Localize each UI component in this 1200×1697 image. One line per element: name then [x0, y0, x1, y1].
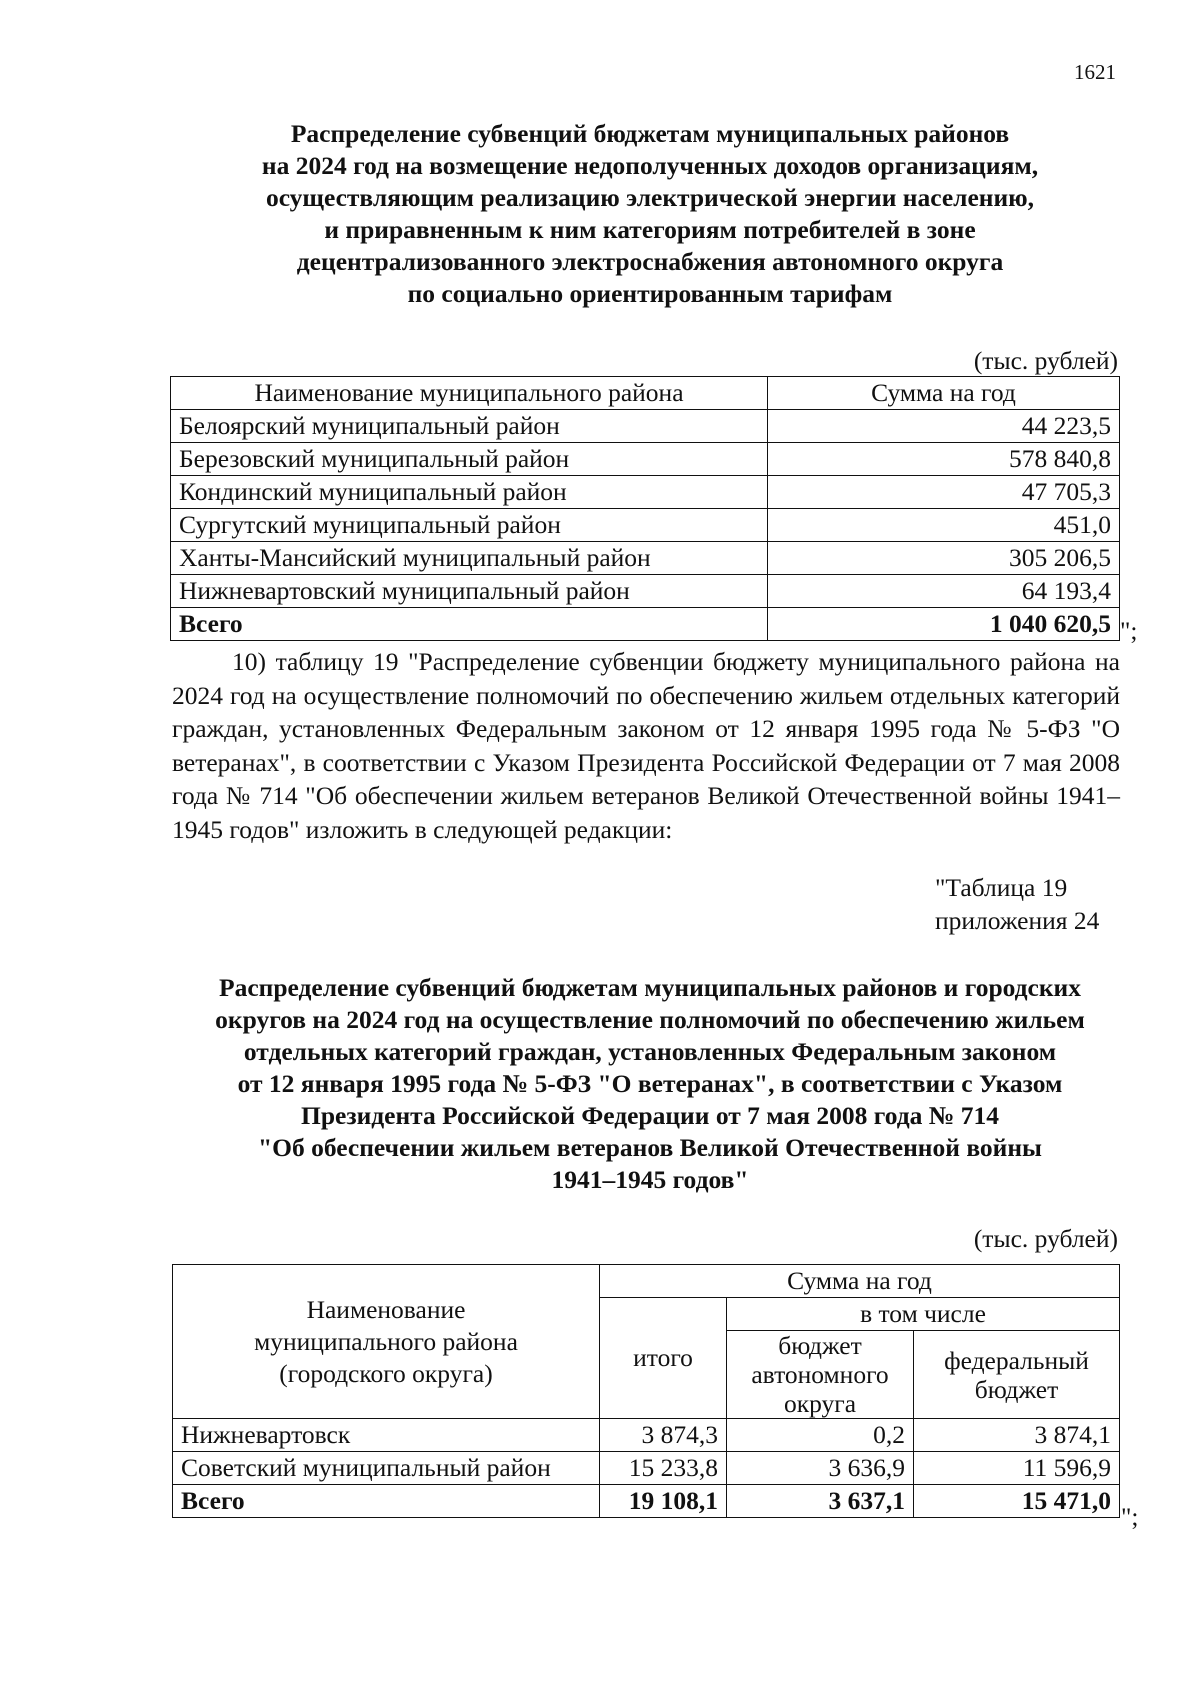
row-sum: 451,0 — [768, 509, 1120, 542]
header-ao-line: бюджет — [778, 1331, 862, 1360]
header-ao-budget — [727, 1331, 914, 1419]
row-sum: 305 206,5 — [768, 542, 1120, 575]
title-line: Распределение субвенций бюджетам муниципальных районов — [290, 119, 1010, 148]
table-row — [171, 575, 1120, 608]
title-line: Президента Российской Федерации от 7 мая 2008 года № 714 — [300, 1101, 999, 1130]
table19-title — [150, 972, 1150, 1196]
header-federal-budget — [914, 1331, 1120, 1419]
row-sum: 47 705,3 — [768, 476, 1120, 509]
header-sum: Сумма на год — [600, 1265, 1120, 1298]
row-fed: 3 874,1 — [914, 1419, 1120, 1452]
title-line: и приравненным к ним категориям потребителей в зоне — [324, 215, 976, 244]
row-name: Ханты-Мансийский муниципальный район — [171, 542, 768, 575]
title-line: "Об обеспечении жильем ветеранов Великой Отечественной войны — [258, 1133, 1042, 1162]
table-row — [171, 542, 1120, 575]
title-line: по социально ориентированным тарифам — [407, 279, 893, 308]
table18-unit: (тыс. рублей) — [973, 346, 1118, 375]
table19 — [172, 1264, 1120, 1518]
header-sum: Сумма на год — [768, 377, 1120, 410]
table-total-row — [171, 608, 1120, 641]
title-line: от 12 января 1995 года № 5-ФЗ "О ветеранах", в соответствии с Указом — [237, 1069, 1063, 1098]
header-ao-line: округа — [783, 1389, 857, 1418]
table-row — [171, 509, 1120, 542]
row-total: 3 874,3 — [600, 1419, 727, 1452]
row-sum: 44 223,5 — [768, 410, 1120, 443]
header-name-line: муниципального района — [254, 1326, 518, 1356]
row-sum: 64 193,4 — [768, 575, 1120, 608]
header-ao-line: автономного — [751, 1360, 889, 1389]
total-label: Всего — [171, 608, 768, 641]
row-ao: 0,2 — [727, 1419, 914, 1452]
row-sum: 578 840,8 — [768, 443, 1120, 476]
closing-quote: "; — [1121, 1502, 1139, 1531]
title-line: отдельных категорий граждан, установленных Федеральным законом — [243, 1037, 1057, 1066]
table-row — [171, 410, 1120, 443]
row-fed: 11 596,9 — [914, 1452, 1120, 1485]
total-ao: 3 637,1 — [727, 1485, 914, 1518]
table-row — [171, 476, 1120, 509]
total-fed: 15 471,0 — [914, 1485, 1120, 1518]
table18-title — [120, 118, 1180, 310]
header-name: Наименование муниципального района — [171, 377, 768, 410]
total-sum: 1 040 620,5 — [768, 608, 1120, 641]
header-total: итого — [600, 1298, 727, 1419]
table18 — [170, 376, 1120, 641]
table-reference-line: "Таблица 19 — [935, 873, 1068, 902]
row-name: Нижневартовск — [173, 1419, 600, 1452]
closing-quote: "; — [1120, 616, 1138, 645]
total-sum: 19 108,1 — [600, 1485, 727, 1518]
row-name: Березовский муниципальный район — [171, 443, 768, 476]
table-row — [173, 1452, 1120, 1485]
row-name: Советский муниципальный район — [173, 1452, 600, 1485]
header-fed-line: федеральный — [944, 1345, 1089, 1375]
row-name: Белоярский муниципальный район — [171, 410, 768, 443]
header-including: в том числе — [727, 1298, 1120, 1331]
title-line: децентрализованного электроснабжения автономного округа — [296, 247, 1004, 276]
title-line: 1941–1945 годов" — [551, 1165, 749, 1194]
header-name-line: (городского округа) — [279, 1358, 493, 1388]
table19-unit: (тыс. рублей) — [973, 1224, 1118, 1253]
row-total: 15 233,8 — [600, 1452, 727, 1485]
table-row — [171, 443, 1120, 476]
table-reference — [935, 871, 1099, 937]
title-line: осуществляющим реализацию электрической энергии населению, — [265, 183, 1035, 212]
amendment-paragraph: 10) таблицу 19 "Распределение субвенции бюджету муниципального района на 2024 год на осуществление полномочий по обеспечению жильем отдельных категорий граждан, установленных Федеральным законом от 12 января 1995 года № 5-ФЗ "О ветеранах", в соответствии с Указом Президента Российской Федерации от 7 мая 2008 года № 714 "Об обеспечении жильем ветеранов Великой Отечественной войны 1941–1945 годов" изложить в следующей редакции: — [172, 647, 1120, 844]
table-row — [173, 1419, 1120, 1452]
table-header-row — [171, 377, 1120, 410]
page-number: 1621 — [1074, 60, 1116, 84]
title-line: на 2024 год на возмещение недополученных доходов организациям, — [261, 151, 1039, 180]
title-line: Распределение субвенций бюджетам муниципальных районов и городских — [219, 973, 1081, 1002]
table-total-row — [173, 1485, 1120, 1518]
total-label: Всего — [173, 1485, 600, 1518]
row-name: Нижневартовский муниципальный район — [171, 575, 768, 608]
table-header-row — [173, 1265, 1120, 1298]
row-name: Кондинский муниципальный район — [171, 476, 768, 509]
title-line: округов на 2024 год на осуществление полномочий по обеспечению жильем — [215, 1005, 1085, 1034]
row-ao: 3 636,9 — [727, 1452, 914, 1485]
row-name: Сургутский муниципальный район — [171, 509, 768, 542]
header-name-line: Наименование — [306, 1294, 466, 1324]
header-name — [173, 1265, 600, 1419]
table-reference-line: приложения 24 — [935, 906, 1100, 935]
header-fed-line: бюджет — [974, 1374, 1059, 1404]
